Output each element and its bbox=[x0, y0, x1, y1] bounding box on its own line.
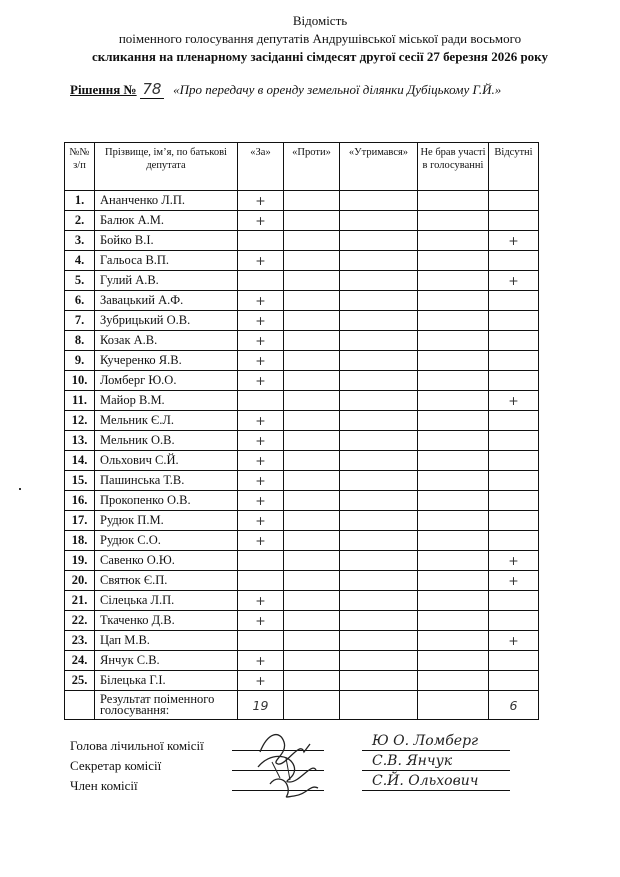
table-row bbox=[65, 631, 539, 651]
vote-abstain-mark bbox=[340, 651, 418, 671]
vote-not-voted-mark bbox=[418, 571, 489, 591]
table-row bbox=[65, 251, 539, 271]
row-number: 22. bbox=[65, 611, 95, 631]
table-row bbox=[65, 591, 539, 611]
vote-for-mark: + bbox=[238, 191, 284, 211]
result-not-voted bbox=[418, 691, 489, 720]
vote-against-mark bbox=[284, 511, 340, 531]
deputy-name: Ольхович С.Й. bbox=[95, 451, 238, 471]
vote-for-mark: + bbox=[238, 451, 284, 471]
row-number: 12. bbox=[65, 411, 95, 431]
absent-mark bbox=[489, 531, 539, 551]
vote-against-mark bbox=[284, 271, 340, 291]
table-row bbox=[65, 351, 539, 371]
vote-for-mark: + bbox=[238, 251, 284, 271]
result-absent: 6 bbox=[489, 691, 539, 720]
table-row bbox=[65, 391, 539, 411]
absent-mark: + bbox=[489, 231, 539, 251]
vote-for-mark: + bbox=[238, 611, 284, 631]
vote-for-mark: + bbox=[238, 411, 284, 431]
table-row bbox=[65, 431, 539, 451]
absent-mark bbox=[489, 451, 539, 471]
vote-abstain-mark bbox=[340, 571, 418, 591]
result-label: Результат поіменного голосування: bbox=[95, 691, 238, 720]
col-header-not-voted: Не брав участі в голосуванні bbox=[418, 143, 489, 191]
vote-abstain-mark bbox=[340, 431, 418, 451]
result-no-cell bbox=[65, 691, 95, 720]
vote-for-mark bbox=[238, 391, 284, 411]
absent-mark bbox=[489, 331, 539, 351]
vote-for-mark bbox=[238, 631, 284, 651]
table-row bbox=[65, 311, 539, 331]
absent-mark bbox=[489, 651, 539, 671]
row-number: 10. bbox=[65, 371, 95, 391]
signature-role-member: Член комісії bbox=[70, 778, 138, 793]
vote-against-mark bbox=[284, 331, 340, 351]
vote-abstain-mark bbox=[340, 251, 418, 271]
vote-not-voted-mark bbox=[418, 431, 489, 451]
deputy-name: Сілецька Л.П. bbox=[95, 591, 238, 611]
vote-not-voted-mark bbox=[418, 231, 489, 251]
vote-against-mark bbox=[284, 591, 340, 611]
vote-for-mark: + bbox=[238, 311, 284, 331]
vote-abstain-mark bbox=[340, 611, 418, 631]
row-number: 16. bbox=[65, 491, 95, 511]
vote-not-voted-mark bbox=[418, 311, 489, 331]
signature-role-chair: Голова лічильної комісії bbox=[70, 738, 204, 753]
table-row bbox=[65, 451, 539, 471]
result-row bbox=[65, 691, 539, 720]
vote-against-mark bbox=[284, 571, 340, 591]
deputy-name: Рудюк П.М. bbox=[95, 511, 238, 531]
absent-mark bbox=[489, 371, 539, 391]
row-number: 1. bbox=[65, 191, 95, 211]
vote-for-mark: + bbox=[238, 511, 284, 531]
vote-for-mark bbox=[238, 571, 284, 591]
deputy-name: Святюк Є.П. bbox=[95, 571, 238, 591]
table-row bbox=[65, 371, 539, 391]
vote-abstain-mark bbox=[340, 291, 418, 311]
row-number: 11. bbox=[65, 391, 95, 411]
stray-dot bbox=[19, 488, 21, 490]
table-row bbox=[65, 551, 539, 571]
vote-against-mark bbox=[284, 631, 340, 651]
row-number: 8. bbox=[65, 331, 95, 351]
vote-for-mark: + bbox=[238, 531, 284, 551]
vote-against-mark bbox=[284, 251, 340, 271]
table-row bbox=[65, 491, 539, 511]
vote-not-voted-mark bbox=[418, 671, 489, 691]
deputy-name: Рудюк С.О. bbox=[95, 531, 238, 551]
vote-abstain-mark bbox=[340, 191, 418, 211]
deputy-name: Зубрицький О.В. bbox=[95, 311, 238, 331]
vote-abstain-mark bbox=[340, 271, 418, 291]
table-row bbox=[65, 571, 539, 591]
table-header-row bbox=[65, 143, 539, 191]
vote-abstain-mark bbox=[340, 451, 418, 471]
vote-not-voted-mark bbox=[418, 531, 489, 551]
vote-not-voted-mark bbox=[418, 271, 489, 291]
vote-against-mark bbox=[284, 671, 340, 691]
col-header-no: №№ з/п bbox=[65, 143, 95, 191]
table-row bbox=[65, 411, 539, 431]
row-number: 2. bbox=[65, 211, 95, 231]
decision-number: 78 bbox=[140, 80, 164, 99]
vote-abstain-mark bbox=[340, 671, 418, 691]
absent-mark bbox=[489, 431, 539, 451]
vote-against-mark bbox=[284, 551, 340, 571]
vote-for-mark: + bbox=[238, 671, 284, 691]
absent-mark: + bbox=[489, 551, 539, 571]
row-number: 14. bbox=[65, 451, 95, 471]
vote-not-voted-mark bbox=[418, 631, 489, 651]
absent-mark bbox=[489, 211, 539, 231]
vote-not-voted-mark bbox=[418, 371, 489, 391]
deputy-name: Ананченко Л.П. bbox=[95, 191, 238, 211]
deputy-name: Мельник Є.Л. bbox=[95, 411, 238, 431]
vote-for-mark: + bbox=[238, 651, 284, 671]
deputy-name: Майор В.М. bbox=[95, 391, 238, 411]
vote-against-mark bbox=[284, 651, 340, 671]
vote-not-voted-mark bbox=[418, 251, 489, 271]
vote-abstain-mark bbox=[340, 531, 418, 551]
vote-not-voted-mark bbox=[418, 391, 489, 411]
vote-against-mark bbox=[284, 351, 340, 371]
vote-abstain-mark bbox=[340, 591, 418, 611]
absent-mark bbox=[489, 311, 539, 331]
vote-abstain-mark bbox=[340, 211, 418, 231]
deputy-name: Пашинська Т.В. bbox=[95, 471, 238, 491]
vote-not-voted-mark bbox=[418, 331, 489, 351]
vote-for-mark: + bbox=[238, 471, 284, 491]
vote-abstain-mark bbox=[340, 331, 418, 351]
absent-mark bbox=[489, 611, 539, 631]
signature-name-line-secretary bbox=[362, 770, 510, 771]
vote-against-mark bbox=[284, 451, 340, 471]
vote-against-mark bbox=[284, 491, 340, 511]
deputy-name: Ломберг Ю.О. bbox=[95, 371, 238, 391]
vote-not-voted-mark bbox=[418, 451, 489, 471]
vote-abstain-mark bbox=[340, 311, 418, 331]
absent-mark: + bbox=[489, 391, 539, 411]
absent-mark bbox=[489, 291, 539, 311]
col-header-for: «За» bbox=[238, 143, 284, 191]
deputy-name: Прокопенко О.В. bbox=[95, 491, 238, 511]
vote-for-mark bbox=[238, 231, 284, 251]
vote-abstain-mark bbox=[340, 351, 418, 371]
decision-label: Рішення № bbox=[70, 82, 137, 97]
row-number: 7. bbox=[65, 311, 95, 331]
table-row bbox=[65, 271, 539, 291]
table-row bbox=[65, 611, 539, 631]
document-subtitle: поіменного голосування депутатів Андрушівської міської ради восьмого bbox=[118, 31, 522, 46]
vote-abstain-mark bbox=[340, 551, 418, 571]
absent-mark bbox=[489, 351, 539, 371]
deputy-name: Гальоса В.П. bbox=[95, 251, 238, 271]
decision-line bbox=[70, 80, 501, 99]
vote-abstain-mark bbox=[340, 231, 418, 251]
absent-mark bbox=[489, 251, 539, 271]
row-number: 21. bbox=[65, 591, 95, 611]
vote-for-mark: + bbox=[238, 331, 284, 351]
vote-not-voted-mark bbox=[418, 291, 489, 311]
vote-for-mark: + bbox=[238, 491, 284, 511]
table-row bbox=[65, 651, 539, 671]
absent-mark bbox=[489, 511, 539, 531]
row-number: 3. bbox=[65, 231, 95, 251]
row-number: 18. bbox=[65, 531, 95, 551]
deputy-name: Бойко В.І. bbox=[95, 231, 238, 251]
row-number: 25. bbox=[65, 671, 95, 691]
row-number: 4. bbox=[65, 251, 95, 271]
vote-for-mark: + bbox=[238, 371, 284, 391]
handwritten-signatures bbox=[250, 722, 330, 812]
table-row bbox=[65, 191, 539, 211]
vote-abstain-mark bbox=[340, 491, 418, 511]
vote-for-mark: + bbox=[238, 591, 284, 611]
table-row bbox=[65, 511, 539, 531]
deputy-name: Балюк А.М. bbox=[95, 211, 238, 231]
vote-against-mark bbox=[284, 531, 340, 551]
absent-mark bbox=[489, 411, 539, 431]
vote-for-mark bbox=[238, 271, 284, 291]
absent-mark bbox=[489, 591, 539, 611]
vote-for-mark: + bbox=[238, 211, 284, 231]
table-row bbox=[65, 471, 539, 491]
signature-name-secretary: С.В. Янчук bbox=[372, 753, 453, 769]
vote-against-mark bbox=[284, 391, 340, 411]
vote-table bbox=[64, 142, 539, 720]
absent-mark bbox=[489, 671, 539, 691]
result-for: 19 bbox=[238, 691, 284, 720]
vote-not-voted-mark bbox=[418, 411, 489, 431]
vote-abstain-mark bbox=[340, 631, 418, 651]
vote-against-mark bbox=[284, 431, 340, 451]
vote-not-voted-mark bbox=[418, 191, 489, 211]
result-abstain bbox=[340, 691, 418, 720]
vote-abstain-mark bbox=[340, 391, 418, 411]
vote-against-mark bbox=[284, 411, 340, 431]
vote-not-voted-mark bbox=[418, 471, 489, 491]
deputy-name: Цап М.В. bbox=[95, 631, 238, 651]
deputy-name: Кучеренко Я.В. bbox=[95, 351, 238, 371]
vote-abstain-mark bbox=[340, 371, 418, 391]
deputy-name: Мельник О.В. bbox=[95, 431, 238, 451]
absent-mark bbox=[489, 471, 539, 491]
vote-abstain-mark bbox=[340, 411, 418, 431]
absent-mark bbox=[489, 191, 539, 211]
vote-not-voted-mark bbox=[418, 651, 489, 671]
vote-not-voted-mark bbox=[418, 211, 489, 231]
vote-not-voted-mark bbox=[418, 591, 489, 611]
result-against bbox=[284, 691, 340, 720]
table-row bbox=[65, 211, 539, 231]
row-number: 24. bbox=[65, 651, 95, 671]
vote-for-mark bbox=[238, 551, 284, 571]
deputy-name: Гулий А.В. bbox=[95, 271, 238, 291]
signature-name-chair: Ю О. Ломберг bbox=[372, 733, 479, 749]
vote-against-mark bbox=[284, 471, 340, 491]
deputy-name: Савенко О.Ю. bbox=[95, 551, 238, 571]
row-number: 6. bbox=[65, 291, 95, 311]
deputy-name: Козак А.В. bbox=[95, 331, 238, 351]
vote-not-voted-mark bbox=[418, 551, 489, 571]
deputy-name: Ткаченко Д.В. bbox=[95, 611, 238, 631]
vote-for-mark: + bbox=[238, 291, 284, 311]
absent-mark: + bbox=[489, 631, 539, 651]
vote-against-mark bbox=[284, 371, 340, 391]
absent-mark bbox=[489, 491, 539, 511]
vote-for-mark: + bbox=[238, 431, 284, 451]
row-number: 5. bbox=[65, 271, 95, 291]
signature-role-secretary: Секретар комісії bbox=[70, 758, 162, 773]
table-row bbox=[65, 671, 539, 691]
vote-not-voted-mark bbox=[418, 351, 489, 371]
row-number: 19. bbox=[65, 551, 95, 571]
row-number: 15. bbox=[65, 471, 95, 491]
deputy-name: Янчук С.В. bbox=[95, 651, 238, 671]
vote-abstain-mark bbox=[340, 511, 418, 531]
vote-against-mark bbox=[284, 231, 340, 251]
table-row bbox=[65, 291, 539, 311]
table-row bbox=[65, 231, 539, 251]
vote-against-mark bbox=[284, 311, 340, 331]
col-header-absent: Відсутні bbox=[489, 143, 539, 191]
absent-mark: + bbox=[489, 271, 539, 291]
table-row bbox=[65, 331, 539, 351]
vote-not-voted-mark bbox=[418, 491, 489, 511]
deputy-name: Білецька Г.І. bbox=[95, 671, 238, 691]
vote-not-voted-mark bbox=[418, 511, 489, 531]
row-number: 23. bbox=[65, 631, 95, 651]
decision-title: «Про передачу в оренду земельної ділянки Дубіцькому Г.Й.» bbox=[173, 82, 502, 97]
col-header-against: «Проти» bbox=[284, 143, 340, 191]
row-number: 9. bbox=[65, 351, 95, 371]
vote-not-voted-mark bbox=[418, 611, 489, 631]
absent-mark: + bbox=[489, 571, 539, 591]
vote-for-mark: + bbox=[238, 351, 284, 371]
vote-against-mark bbox=[284, 291, 340, 311]
vote-against-mark bbox=[284, 211, 340, 231]
vote-against-mark bbox=[284, 191, 340, 211]
signature-name-line-chair bbox=[362, 750, 510, 751]
table-row bbox=[65, 531, 539, 551]
session-line: скликання на пленарному засіданні сімдесят другої сесії 27 березня 2026 року bbox=[92, 49, 548, 64]
row-number: 17. bbox=[65, 511, 95, 531]
row-number: 20. bbox=[65, 571, 95, 591]
row-number: 13. bbox=[65, 431, 95, 451]
signature-name-member: С.Й. Ольхович bbox=[372, 773, 479, 789]
col-header-name: Прізвище, ім’я, по батькові депутата bbox=[95, 143, 238, 191]
vote-against-mark bbox=[284, 611, 340, 631]
vote-abstain-mark bbox=[340, 471, 418, 491]
signature-name-line-member bbox=[362, 790, 510, 791]
col-header-abstain: «Утримався» bbox=[340, 143, 418, 191]
deputy-name: Завацький А.Ф. bbox=[95, 291, 238, 311]
document-title: Відомість bbox=[292, 13, 348, 28]
